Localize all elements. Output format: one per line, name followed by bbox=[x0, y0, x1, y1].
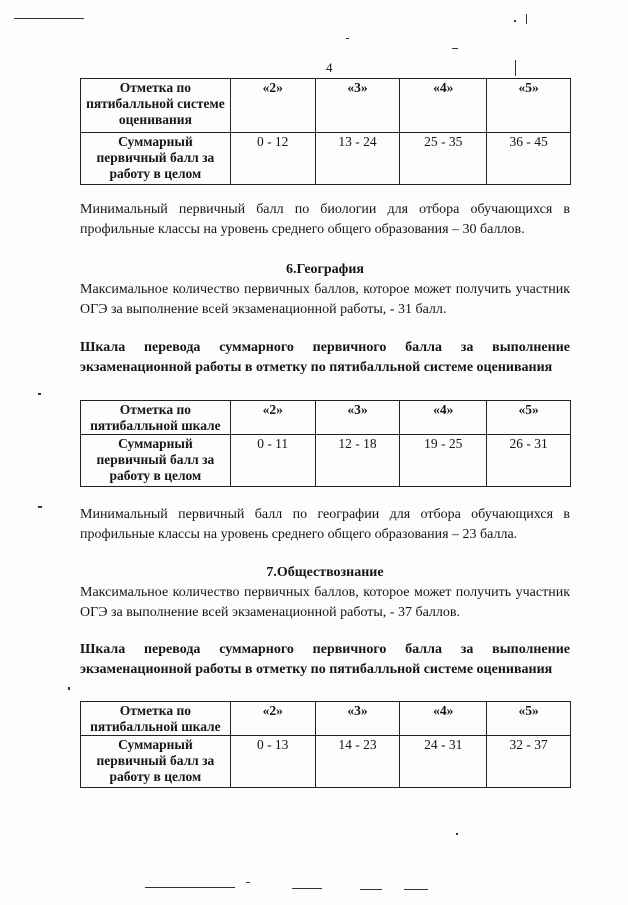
table-row-label: Суммарный первичный балл за работу в целом bbox=[81, 435, 231, 487]
score-range-cell: 14 - 23 bbox=[315, 736, 400, 788]
social-studies-heading: 7.Обществознание bbox=[266, 565, 384, 580]
score-range-cell: 13 - 24 bbox=[315, 133, 400, 185]
score-range-cell: 26 - 31 bbox=[487, 435, 571, 487]
grade-cell: «2» bbox=[230, 401, 315, 435]
score-range-cell: 25 - 35 bbox=[400, 133, 487, 185]
table-header-label: Отметка по пятибалльной шкале bbox=[81, 702, 231, 736]
grade-cell: «4» bbox=[400, 79, 487, 133]
geography-grade-table bbox=[80, 400, 571, 487]
scale-title-line: Шкала перевода суммарного первичного балла за выполнение bbox=[80, 642, 570, 657]
grade-cell: «3» bbox=[315, 702, 400, 736]
table-header-label: Отметка по пятибалльной системе оценивания bbox=[81, 79, 231, 133]
geography-heading: 6.География bbox=[285, 262, 365, 277]
table-row bbox=[81, 702, 571, 736]
scale-title-line: экзаменационной работы в отметку по пятибалльной системе оценивания bbox=[80, 360, 553, 375]
scale-title-line: экзаменационной работы в отметку по пятибалльной системе оценивания bbox=[80, 662, 553, 677]
grade-cell: «4» bbox=[400, 702, 487, 736]
geography-min-score-text: Минимальный первичный балл по географии для отбора обучающихся в профильные классы на уровень среднего общего образования – 23 балла. bbox=[80, 507, 570, 542]
grade-cell: «2» bbox=[230, 79, 315, 133]
biology-min-score-text: Минимальный первичный балл по биологии для отбора обучающихся в профильные классы на уровень среднего общего образования – 30 баллов. bbox=[80, 202, 570, 237]
grade-cell: «5» bbox=[487, 79, 571, 133]
grade-cell: «2» bbox=[230, 702, 315, 736]
grade-cell: «5» bbox=[487, 702, 571, 736]
geography-scale-title bbox=[80, 338, 570, 378]
social-studies-max-score-text: Максимальное количество первичных баллов, которое может получить участник ОГЭ за выполнение всей экзаменационной работы, - 37 баллов. bbox=[80, 585, 570, 620]
table-row bbox=[81, 79, 571, 133]
social-studies-scale-title bbox=[80, 640, 570, 680]
score-range-cell: 0 - 12 bbox=[230, 133, 315, 185]
scale-title-line: Шкала перевода суммарного первичного балла за выполнение bbox=[80, 340, 570, 355]
social-studies-grade-table bbox=[80, 701, 571, 788]
table-row-label: Суммарный первичный балл за работу в целом bbox=[81, 133, 231, 185]
score-range-cell: 0 - 13 bbox=[230, 736, 315, 788]
table-row-label: Суммарный первичный балл за работу в целом bbox=[81, 736, 231, 788]
table-row bbox=[81, 401, 571, 435]
grade-cell: «4» bbox=[400, 401, 487, 435]
table-row bbox=[81, 133, 571, 185]
score-range-cell: 12 - 18 bbox=[315, 435, 400, 487]
geography-max-score-text: Максимальное количество первичных баллов, которое может получить участник ОГЭ за выполнение всей экзаменационной работы, - 31 балл. bbox=[80, 282, 570, 317]
score-range-cell: 19 - 25 bbox=[400, 435, 487, 487]
grade-cell: «5» bbox=[487, 401, 571, 435]
table-row bbox=[81, 435, 571, 487]
grade-cell: «3» bbox=[315, 401, 400, 435]
grade-cell: «3» bbox=[315, 79, 400, 133]
biology-grade-table bbox=[80, 78, 571, 185]
score-range-cell: 0 - 11 bbox=[230, 435, 315, 487]
table-row bbox=[81, 736, 571, 788]
score-range-cell: 32 - 37 bbox=[487, 736, 571, 788]
score-range-cell: 24 - 31 bbox=[400, 736, 487, 788]
page-number: 4 bbox=[326, 60, 333, 75]
score-range-cell: 36 - 45 bbox=[487, 133, 571, 185]
table-header-label: Отметка по пятибалльной шкале bbox=[81, 401, 231, 435]
